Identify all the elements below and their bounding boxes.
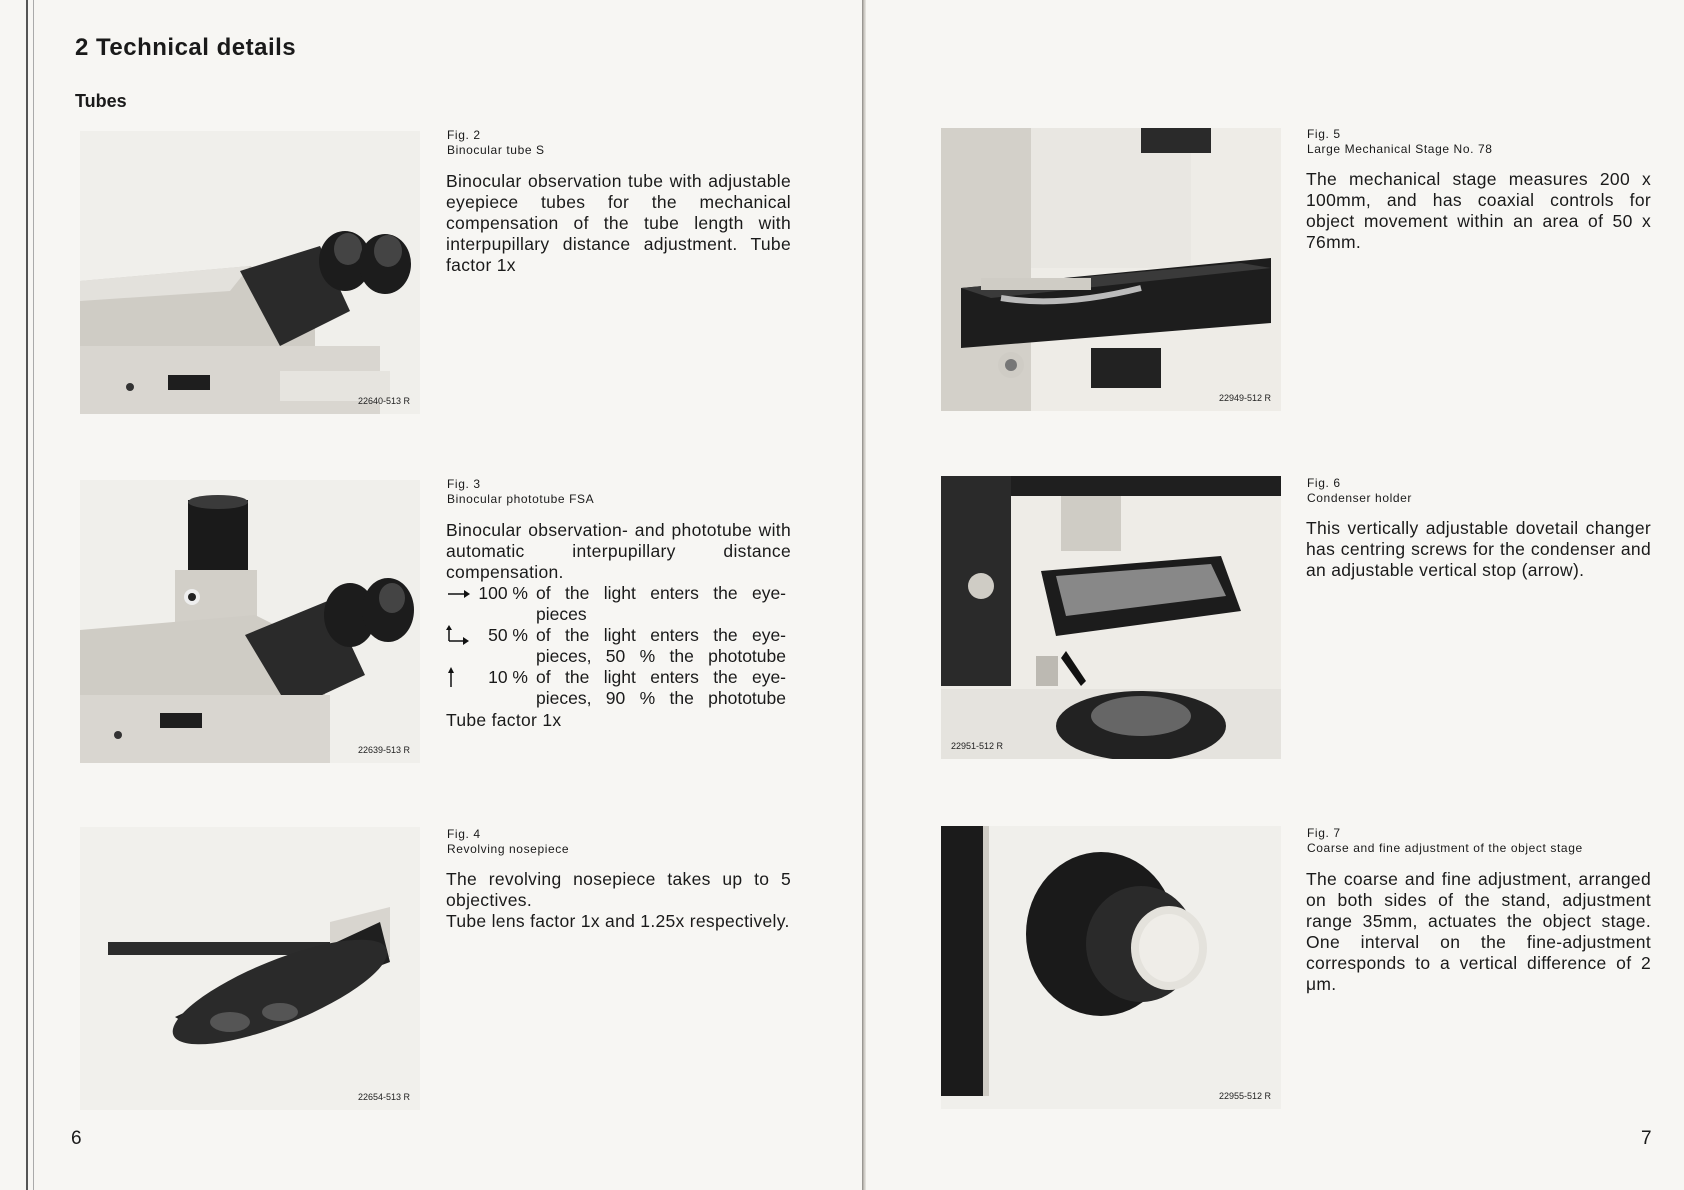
figure-number: Fig. 3 [447,477,481,491]
figure-title: Large Mechanical Stage No. 78 [1307,142,1493,156]
light-text: pieces [536,604,587,624]
light-text: of the light enters the eye- [536,583,786,603]
light-text: pieces, 50 % the phototube [536,646,786,666]
mechanical-stage-photo [941,128,1281,411]
figure-description: Binocular observation- and phototube with automatic interpupillary distance compensation. [446,520,791,582]
figure-title: Binocular tube S [447,143,545,157]
phototube-illustration [80,480,420,763]
light-text: pieces, 90 % the phototube [536,688,786,708]
figure-description: This vertically adjustable dovetail changer has centring screws for the condenser and an adjustable vertical stop (arrow). [1306,518,1651,580]
figure-caption [447,827,797,857]
photo-code: 22640-513 R [357,396,410,406]
figure-description: The revolving nosepiece takes up to 5 objectives. [446,869,791,910]
mechanical-stage-illustration [941,128,1281,411]
focus-knob-illustration [941,826,1281,1109]
figure-caption [1307,127,1657,157]
photo-code: 22955-512 R [1218,1091,1271,1101]
figure-caption [1307,476,1657,506]
phototube-photo [80,480,420,763]
photo-code: 22639-513 R [357,745,410,755]
light-text: of the light enters the eye- [536,625,786,645]
section-title: Tubes [75,91,127,111]
chapter-title: 2 Technical details [75,34,297,61]
nosepiece-photo [80,827,420,1110]
nosepiece-illustration [80,827,420,1110]
light-percent: 50 % [488,625,528,645]
figure-title: Coarse and fine adjustment of the object stage [1307,841,1583,855]
figure-caption [447,128,797,158]
light-percent: 100 % [478,583,528,603]
figure-footer: Tube factor 1x [446,710,562,730]
figure-title: Condenser holder [1307,491,1412,505]
binocular-tube-illustration [80,131,420,414]
figure-caption [1307,826,1657,856]
figure-number: Fig. 6 [1307,476,1341,490]
condenser-holder-photo [941,476,1281,759]
figure-description: Tube lens factor 1x and 1.25x respectively. [446,911,790,931]
figure-description: The coarse and fine adjustment, arranged on both sides of the stand, adjustment range 35mm, actuates the object stage. One interval on the fine-adjustment corresponds to a vertical difference of 2 μm. [1306,869,1651,994]
page-edge [33,0,34,1190]
light-distribution-list [446,583,791,709]
light-percent: 10 % [488,667,528,687]
page-edge [26,0,28,1190]
right-page [866,0,1684,1190]
binocular-tube-photo [80,131,420,414]
light-setting-row [446,625,786,667]
figure-title: Binocular phototube FSA [447,492,595,506]
figure-caption [447,477,797,507]
figure-number: Fig. 4 [447,827,481,841]
photo-code: 22951-512 R [951,741,1004,751]
figure-description: Binocular observation tube with adjustable eyepiece tubes for the mechanical compensation of the tube length with interpupillary distance adjustment. Tube factor 1x [446,171,791,275]
figure-number: Fig. 5 [1307,127,1341,141]
light-text: of the light enters the eye- [536,667,786,687]
figure-number: Fig. 2 [447,128,481,142]
figure-number: Fig. 7 [1307,826,1341,840]
photo-code: 22949-512 R [1218,393,1271,403]
coarse-fine-adjustment-photo [941,826,1281,1109]
figure-title: Revolving nosepiece [447,842,570,856]
page-number: 6 [71,1128,82,1149]
figure-description: The mechanical stage measures 200 x 100mm, and has coaxial controls for object movement within an area of 50 x 76mm. [1306,169,1651,252]
condenser-holder-illustration [941,476,1281,759]
photo-code: 22654-513 R [357,1092,410,1102]
page-number: 7 [1641,1128,1652,1149]
light-setting-row [446,667,786,709]
light-setting-row [446,583,786,625]
